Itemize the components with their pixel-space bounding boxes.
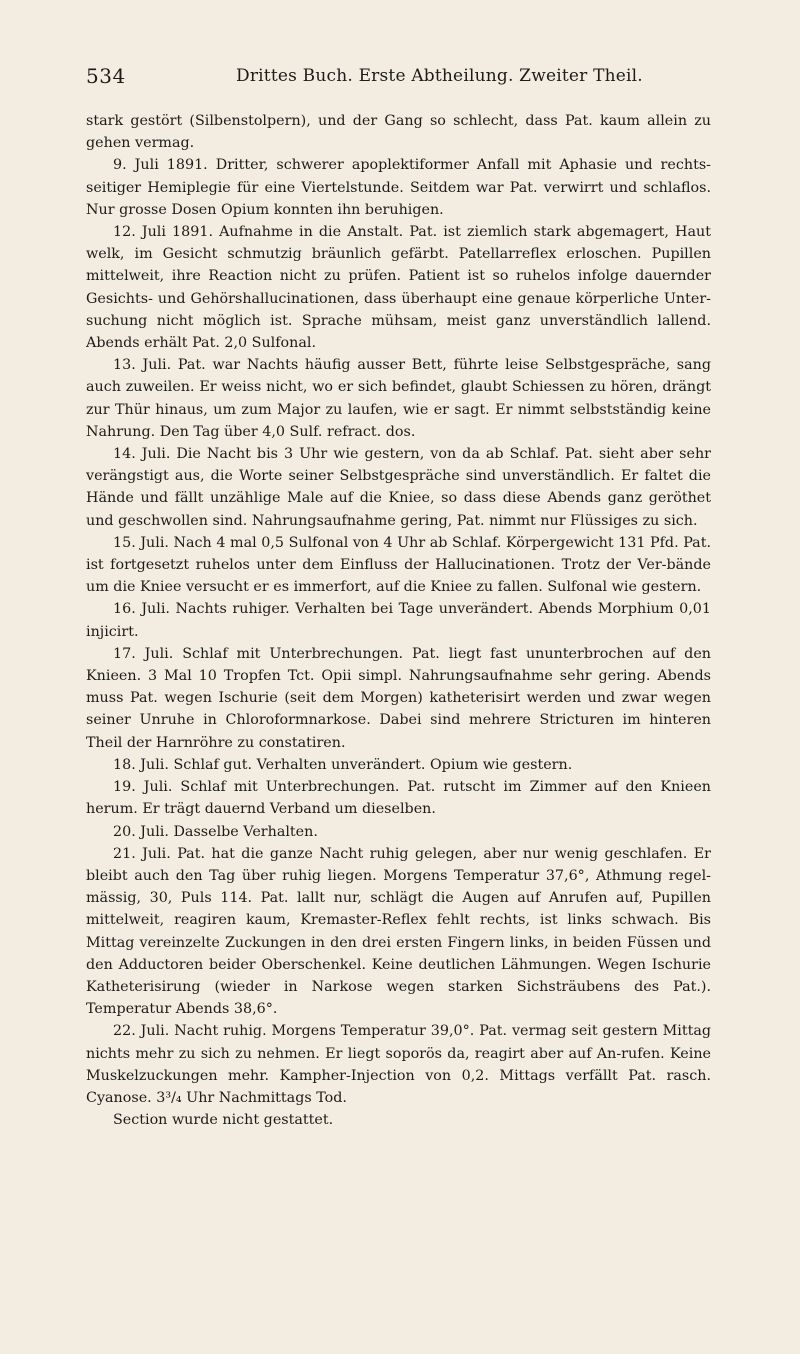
running-head: Drittes Buch. Erste Abtheilung. Zweiter Theil. (236, 66, 643, 86)
body-text (86, 110, 711, 1131)
paragraph: 22. Juli. Nacht ruhig. Morgens Temperatur 39,0°. Pat. vermag seit gestern Mittag nichts mehr zu sich zu nehmen. Er liegt soporös da, reagirt aber auf An-rufen. Keine Muskelzuckungen mehr. Kampher-Injection von 0,2. Mittags verfällt Pat. rasch. Cyanose. 3³/₄ Uhr Nachmittags Tod. (86, 1023, 711, 1106)
paragraph: 18. Juli. Schlaf gut. Verhalten unverändert. Opium wie gestern. (113, 756, 573, 773)
paragraph: 9. Juli 1891. Dritter, schwerer apoplektiformer Anfall mit Aphasie und rechts-seitiger Hemiplegie für eine Viertelstunde. Seitdem war Pat. verwirrt und schlaflos. Nur grosse Dosen Opium konnten ihn beruhigen. (86, 157, 711, 218)
paragraph: 16. Juli. Nachts ruhiger. Verhalten bei Tage unverändert. Abends Morphium 0,01 injicirt. (86, 601, 711, 640)
page-number: 534 (86, 64, 126, 88)
paragraph: 21. Juli. Pat. hat die ganze Nacht ruhig gelegen, aber nur wenig geschlafen. Er bleibt auch den Tag über ruhig liegen. Morgens Temperatur 37,6°, Athmung regel-mässig, 30, Puls 114. Pat. lallt nur, schlägt die Augen auf Anrufen auf, Pupillen mittelweit, reagiren kaum, Kremaster-Reflex fehlt rechts, ist links schwach. Bis Mittag vereinzelte Zuckungen in den drei ersten Fingern links, in beiden Füssen und den Adductoren beider Oberschenkel. Keine deutlichen Lähmungen. Wegen Ischurie Katheterisirung (wieder in Narkose wegen starken Sichsträubens des Pat.). Temperatur Abends 38,6°. (86, 845, 711, 1018)
page-header (86, 62, 716, 96)
paragraph: 17. Juli. Schlaf mit Unterbrechungen. Pat. liegt fast ununterbrochen auf den Knieen. 3 Mal 10 Tropfen Tct. Opii simpl. Nahrungsaufnahme sehr gering. Abends muss Pat. wegen Ischurie (seit dem Morgen) katheterisirt werden und zwar wegen seiner Unruhe in Chloroformnarkose. Dabei sind mehrere Stricturen im hinteren Theil der Harnröhre zu constatiren. (86, 645, 711, 751)
paragraph: 15. Juli. Nach 4 mal 0,5 Sulfonal von 4 Uhr ab Schlaf. Körpergewicht 131 Pfd. Pat. ist fortgesetzt ruhelos unter dem Einfluss der Hallucinationen. Trotz der Ver-bände um die Kniee versucht er es immerfort, auf die Kniee zu fallen. Sulfonal wie gestern. (86, 534, 711, 596)
paragraph: 13. Juli. Pat. war Nachts häufig ausser Bett, führte leise Selbstgespräche, sang auch zuweilen. Er weiss nicht, wo er sich befindet, glaubt Schiessen zu hören, drängt zur Thür hinaus, um zum Major zu laufen, wie er sagt. Er nimmt selbstständig keine Nahrung. Den Tag über 4,0 Sulf. refract. dos. (86, 357, 711, 440)
paragraph: 14. Juli. Die Nacht bis 3 Uhr wie gestern, von da ab Schlaf. Pat. sieht aber sehr verängstigt aus, die Worte seiner Selbstgespräche sind unverständlich. Er faltet die Hände und fällt unzählige Male auf die Kniee, so dass diese Abends ganz geröthet und geschwollen sind. Nahrungsaufnahme gering, Pat. nimmt nur Flüssiges zu sich. (86, 446, 711, 529)
paragraph: Section wurde nicht gestattet. (113, 1112, 334, 1129)
paragraph: 12. Juli 1891. Aufnahme in die Anstalt. Pat. ist ziemlich stark abgemagert, Haut welk, im Gesicht schmutzig bräunlich gefärbt. Patellarreflex erloschen. Pupillen mittelweit, ihre Reaction nicht zu prüfen. Patient ist so ruhelos infolge dauernder Gesichts- und Gehörshallucinationen, dass überhaupt eine genaue körperliche Unter-suchung nicht möglich ist. Sprache mühsam, meist ganz unverständlich lallend. Abends erhält Pat. 2,0 Sulfonal. (86, 224, 711, 352)
paragraph: stark gestört (Silbenstolpern), und der Gang so schlecht, dass Pat. kaum allein zu gehen vermag. (86, 113, 711, 152)
paragraph: 19. Juli. Schlaf mit Unterbrechungen. Pat. rutscht im Zimmer auf den Knieen herum. Er trägt dauernd Verband um dieselben. (86, 779, 711, 818)
paragraph: 20. Juli. Dasselbe Verhalten. (113, 823, 318, 840)
